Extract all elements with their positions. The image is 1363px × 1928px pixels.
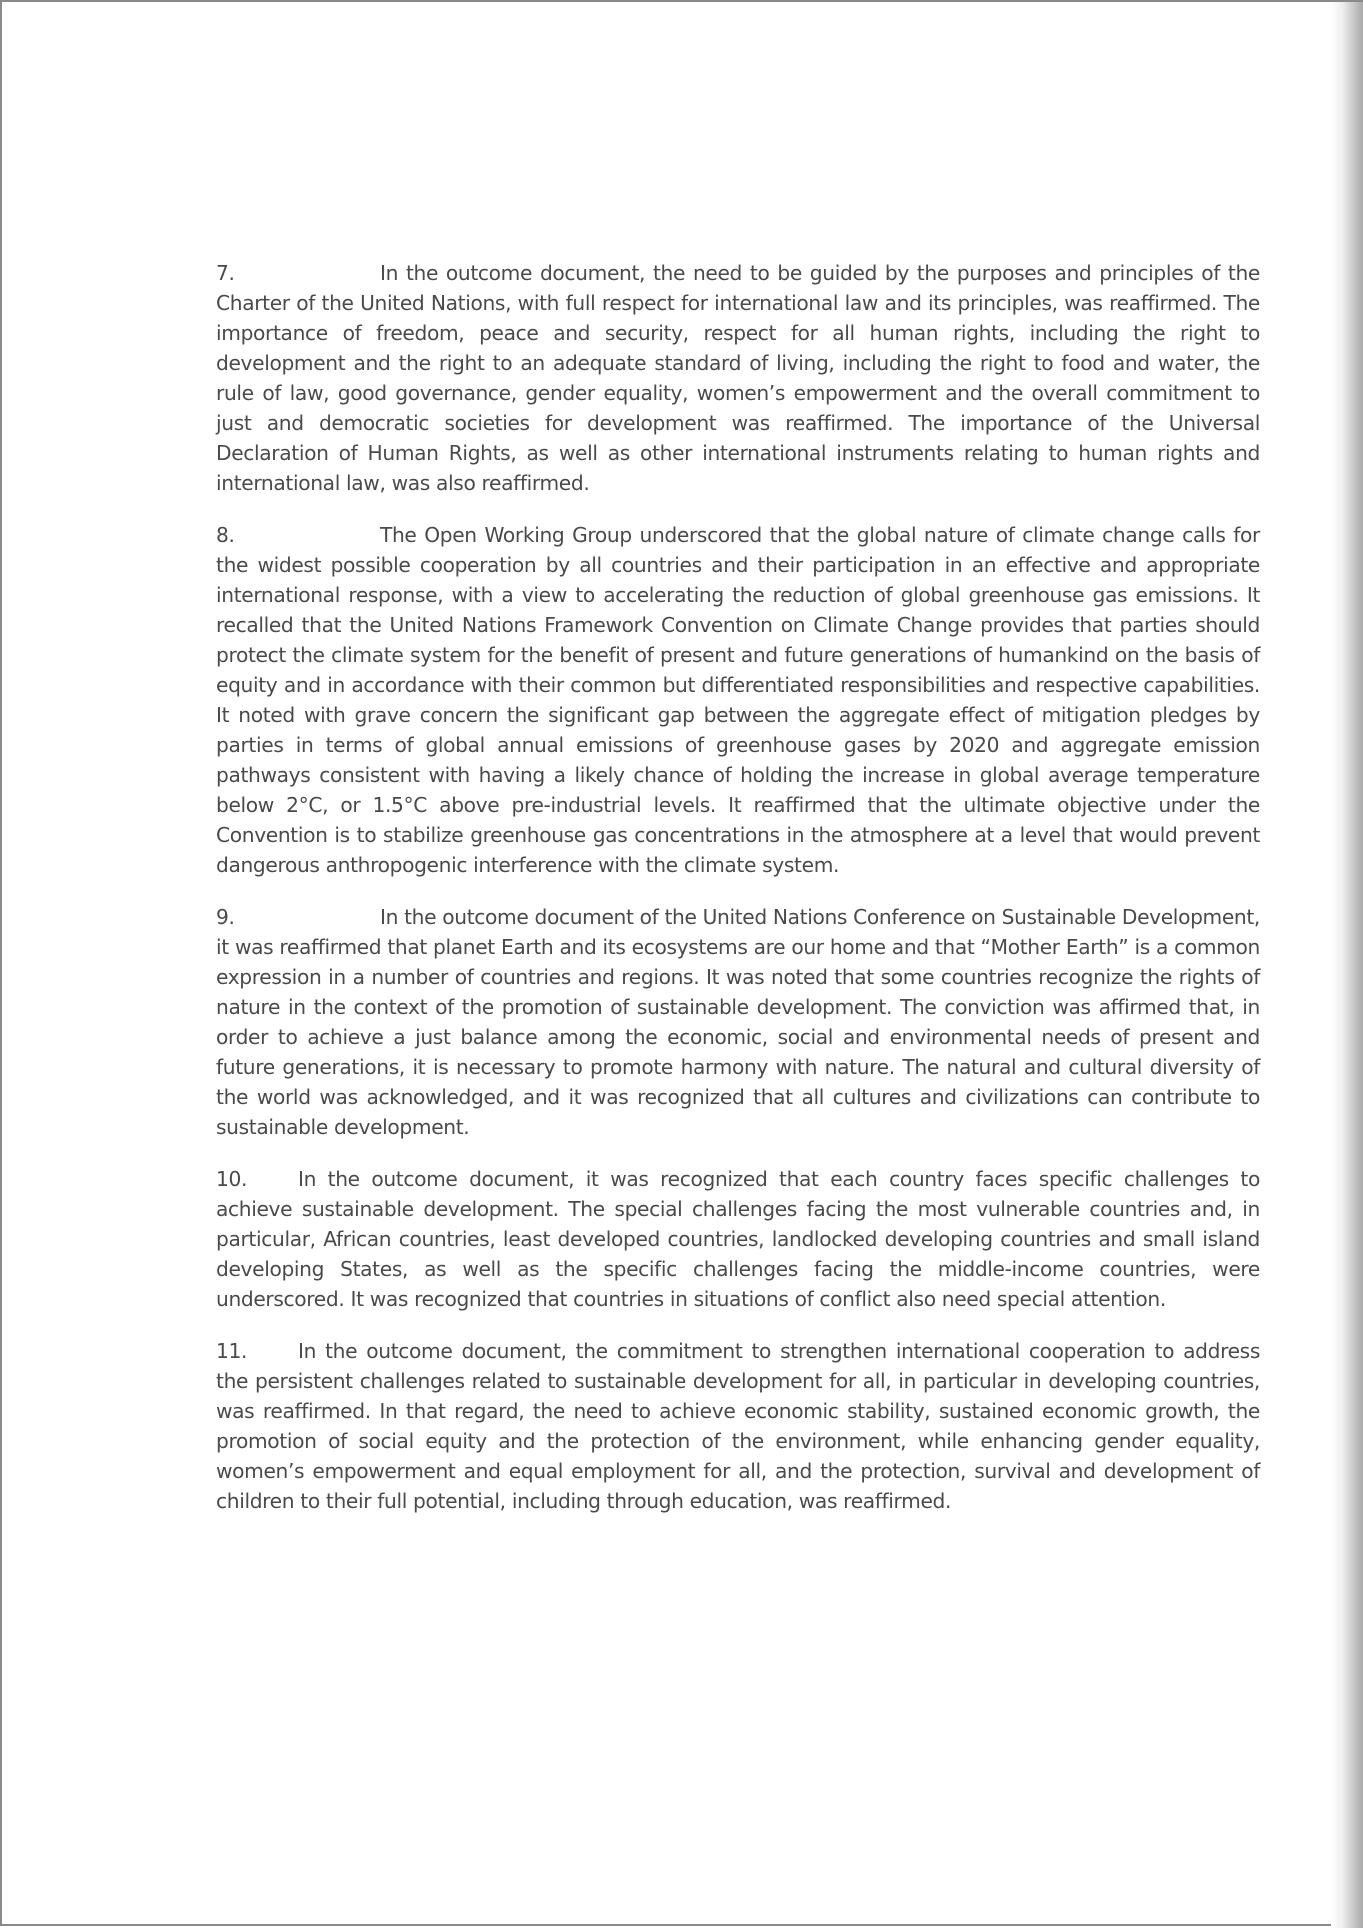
paragraph-number: 7. [216,261,235,285]
paragraph-number: 11. [216,1339,248,1363]
paragraph-text: The Open Working Group underscored that the global nature of climate change calls for the widest possible cooperation by all countries and their participation in an effective and appropriate international response, with a view to accelerating the reduction of global greenhouse gas emissions. It recalled that the United Nations Framework Convention on Climate Change provides that parties should protect the climate system for the benefit of present and future generations of humankind on the basis of equity and in accordance with their common but differentiated responsibilities and respective capabilities. It noted with grave concern the significant gap between the aggregate effect of mitigation pledges by parties in terms of global annual emissions of greenhouse gases by 2020 and aggregate emission pathways consistent with having a likely chance of holding the increase in global average temperature below 2°C, or 1.5°C above pre-industrial levels. It reaffirmed that the ultimate objective under the Convention is to stabilize greenhouse gas concentrations in the atmosphere at a level that would prevent dangerous anthropogenic interference with the climate system. [216,523,1260,877]
paragraph-11 [216,1336,1260,1516]
page-edge-shadow [1331,2,1363,1928]
paragraph-number: 10. [216,1167,248,1191]
paragraph-8 [216,520,1260,880]
paragraph-10 [216,1164,1260,1314]
paragraph-text: In the outcome document of the United Nations Conference on Sustainable Development, it was reaffirmed that planet Earth and its ecosystems are our home and that “Mother Earth” is a common expression in a number of countries and regions. It was noted that some countries recognize the rights of nature in the context of the promotion of sustainable development. The conviction was affirmed that, in order to achieve a just balance among the economic, social and environmental needs of present and future generations, it is necessary to promote harmony with nature. The natural and cultural diversity of the world was acknowledged, and it was recognized that all cultures and civilizations can contribute to sustainable development. [216,905,1260,1139]
paragraph-number: 9. [216,905,235,929]
paragraph-7 [216,258,1260,498]
document-body [216,258,1260,1538]
paragraph-number: 8. [216,523,235,547]
paragraph-9 [216,902,1260,1142]
paragraph-text: In the outcome document, the commitment to strengthen international cooperation to address the persistent challenges related to sustainable development for all, in particular in developing countries, was reaffirmed. In that regard, the need to achieve economic stability, sustained economic growth, the promotion of social equity and the protection of the environment, while enhancing gender equality, women’s empowerment and equal employment for all, and the protection, survival and development of children to their full potential, including through education, was reaffirmed. [216,1339,1260,1513]
paragraph-text: In the outcome document, it was recognized that each country faces specific challenges to achieve sustainable development. The special challenges facing the most vulnerable countries and, in particular, African countries, least developed countries, landlocked developing countries and small island developing States, as well as the specific challenges facing the middle-income countries, were underscored. It was recognized that countries in situations of conflict also need special attention. [216,1167,1260,1311]
paragraph-text: In the outcome document, the need to be guided by the purposes and principles of the Charter of the United Nations, with full respect for international law and its principles, was reaffirmed. The importance of freedom, peace and security, respect for all human rights, including the right to development and the right to an adequate standard of living, including the right to food and water, the rule of law, good governance, gender equality, women’s empowerment and the overall commitment to just and democratic societies for development was reaffirmed. The importance of the Universal Declaration of Human Rights, as well as other international instruments relating to human rights and international law, was also reaffirmed. [216,261,1260,495]
